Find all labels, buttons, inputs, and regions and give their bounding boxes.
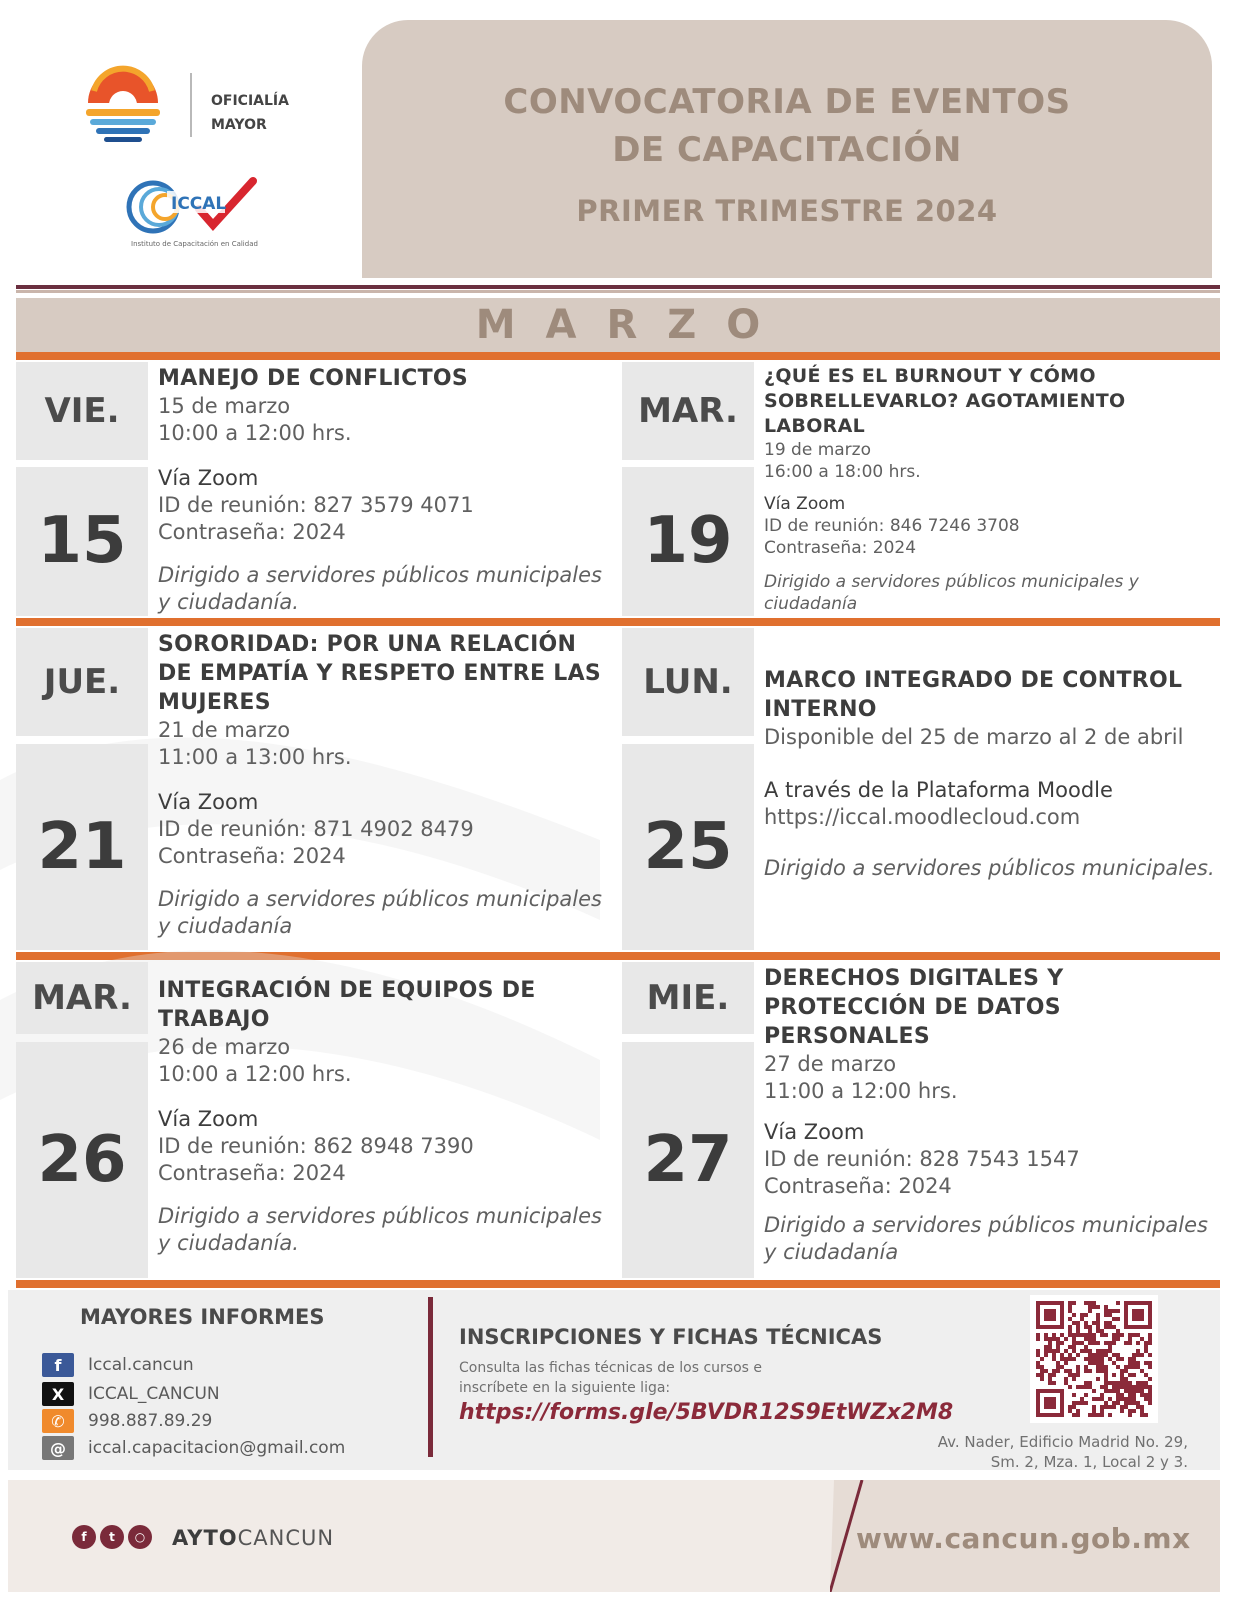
event-audience: Dirigido a servidores públicos municipales y ciudadanía: [158, 887, 602, 938]
social-handle: [172, 1526, 334, 1550]
contact-text: Iccal.cancun: [88, 1355, 194, 1375]
org-name-line2: MAYOR: [211, 117, 267, 133]
event-details: [158, 364, 616, 616]
event-details: [764, 666, 1220, 882]
divider-row-1: [16, 352, 1220, 360]
title-line1: CONVOCATORIA DE EVENTOS: [503, 82, 1071, 122]
iccal-logo-text: ICCAL: [171, 194, 227, 214]
email-icon: @: [42, 1436, 74, 1460]
event-url[interactable]: https://iccal.moodlecloud.com: [764, 805, 1081, 829]
event-day-number: 27: [622, 1042, 754, 1278]
event-audience: Dirigido a servidores públicos municipales y ciudadanía: [764, 1213, 1208, 1264]
social-handle-prefix: AYTO: [172, 1526, 238, 1550]
top-rule: [16, 285, 1220, 289]
event-day-number: 26: [16, 1042, 148, 1278]
event-details: [158, 630, 616, 940]
instagram-icon[interactable]: ○: [128, 1525, 152, 1549]
event-card: [16, 962, 616, 1278]
event-meeting-id: ID de reunión: 827 3579 4071: [158, 493, 474, 517]
event-title: MANEJO DE CONFLICTOS: [158, 366, 469, 391]
event-details: [158, 976, 616, 1257]
event-weekday: JUE.: [16, 628, 148, 736]
event-day-number: 21: [16, 744, 148, 950]
event-platform: Vía Zoom: [158, 1107, 259, 1131]
footer-divider: [428, 1297, 433, 1457]
org-name: [211, 89, 289, 137]
event-date: Disponible del 25 de marzo al 2 de abril: [764, 725, 1184, 749]
twitter-icon[interactable]: t: [100, 1525, 124, 1549]
event-day-number: 25: [622, 744, 754, 950]
event-title: INTEGRACIÓN DE EQUIPOS DE TRABAJO: [158, 978, 536, 1032]
address-line1: Av. Nader, Edificio Madrid No. 29,: [937, 1433, 1188, 1451]
event-card: [622, 628, 1220, 950]
event-password: Contraseña: 2024: [158, 520, 346, 544]
logo-divider: [190, 73, 192, 137]
facebook-icon: f: [42, 1353, 74, 1377]
social-handle-suffix: CANCUN: [237, 1526, 335, 1550]
event-time: 16:00 a 18:00 hrs.: [764, 462, 921, 482]
qr-code[interactable]: [1030, 1295, 1158, 1423]
website-link[interactable]: www.cancun.gob.mx: [856, 1522, 1191, 1555]
event-date: 19 de marzo: [764, 440, 871, 460]
event-time: 11:00 a 12:00 hrs.: [764, 1079, 958, 1103]
event-weekday: MAR.: [16, 962, 148, 1034]
event-title: MARCO INTEGRADO DE CONTROL INTERNO: [764, 668, 1183, 722]
event-date: 27 de marzo: [764, 1052, 897, 1076]
divider-row-2: [16, 618, 1220, 626]
registration-description: Consulta las fichas técnicas de los cursos e inscríbete en la siguiente liga:: [459, 1360, 762, 1396]
event-day-number: 15: [16, 467, 148, 616]
event-card: [16, 628, 616, 950]
event-meeting-id: ID de reunión: 846 7246 3708: [764, 516, 1020, 536]
contact-text: ICCAL_CANCUN: [88, 1384, 220, 1404]
iccal-subtitle: Instituto de Capacitación en Calidad: [131, 240, 258, 248]
org-name-line1: OFICIALÍA: [211, 93, 289, 109]
event-time: 10:00 a 12:00 hrs.: [158, 421, 352, 445]
event-card: [16, 362, 616, 616]
event-title: ¿QUÉ ES EL BURNOUT Y CÓMO SOBRELLEVARLO? AGOTAMIENTO LABORAL: [764, 365, 1126, 437]
event-audience: Dirigido a servidores públicos municipales y ciudadanía: [764, 572, 1139, 614]
event-platform: Vía Zoom: [764, 1120, 865, 1144]
phone-icon: ✆: [42, 1409, 74, 1433]
event-platform: Vía Zoom: [158, 466, 259, 490]
facebook-icon[interactable]: f: [72, 1525, 96, 1549]
registration-heading: INSCRIPCIONES Y FICHAS TÉCNICAS: [459, 1325, 883, 1349]
contact-text: 998.887.89.29: [88, 1411, 213, 1431]
event-date: 15 de marzo: [158, 394, 291, 418]
month-heading: MARZO: [16, 298, 1220, 352]
event-platform: Vía Zoom: [764, 494, 846, 514]
qr-code-icon: [1036, 1301, 1152, 1417]
event-meeting-id: ID de reunión: 862 8948 7390: [158, 1134, 474, 1158]
event-audience: Dirigido a servidores públicos municipales y ciudadanía.: [158, 1204, 602, 1255]
event-audience: Dirigido a servidores públicos municipales y ciudadanía.: [158, 563, 602, 614]
event-time: 10:00 a 12:00 hrs.: [158, 1062, 352, 1086]
event-password: Contraseña: 2024: [158, 844, 346, 868]
event-password: Contraseña: 2024: [764, 1174, 952, 1198]
event-weekday: MIE.: [622, 962, 754, 1034]
divider-row-4: [16, 1280, 1220, 1288]
event-card: [622, 362, 1220, 616]
event-details: [764, 364, 1220, 615]
event-weekday: MAR.: [622, 362, 754, 460]
address-line2: Sm. 2, Mza. 1, Local 2 y 3.: [990, 1453, 1188, 1471]
logo-area: [70, 55, 350, 255]
page-subtitle: PRIMER TRIMESTRE 2024: [576, 194, 998, 228]
address: [888, 1432, 1188, 1472]
contact-text: iccal.capacitacion@gmail.com: [88, 1438, 346, 1458]
event-card: [622, 962, 1220, 1278]
event-password: Contraseña: 2024: [158, 1161, 346, 1185]
page-title: [362, 78, 1212, 174]
title-line2: DE CAPACITACIÓN: [612, 130, 962, 170]
event-meeting-id: ID de reunión: 828 7543 1547: [764, 1147, 1080, 1171]
event-title: SORORIDAD: POR UNA RELACIÓN DE EMPATÍA Y RESPETO ENTRE LAS MUJERES: [158, 632, 602, 715]
x-icon: X: [42, 1382, 74, 1406]
registration-link[interactable]: https://forms.gle/5BVDR12S9EtWZx2M8: [459, 1400, 954, 1425]
event-platform: A través de la Plataforma Moodle: [764, 778, 1113, 802]
event-date: 21 de marzo: [158, 718, 291, 742]
top-rule-secondary: [16, 290, 1220, 293]
event-weekday: VIE.: [16, 362, 148, 460]
event-time: 11:00 a 13:00 hrs.: [158, 745, 352, 769]
event-platform: Vía Zoom: [158, 790, 259, 814]
event-details: [764, 964, 1220, 1266]
event-password: Contraseña: 2024: [764, 538, 917, 558]
event-audience: Dirigido a servidores públicos municipales.: [764, 856, 1215, 880]
cancun-sun-logo-icon: [80, 63, 166, 149]
event-date: 26 de marzo: [158, 1035, 291, 1059]
event-weekday: LUN.: [622, 628, 754, 736]
info-heading: MAYORES INFORMES: [80, 1305, 325, 1329]
event-meeting-id: ID de reunión: 871 4902 8479: [158, 817, 474, 841]
event-title: DERECHOS DIGITALES Y PROTECCIÓN DE DATOS PERSONALES: [764, 966, 1064, 1049]
event-day-number: 19: [622, 467, 754, 616]
title-panel: [362, 20, 1212, 278]
